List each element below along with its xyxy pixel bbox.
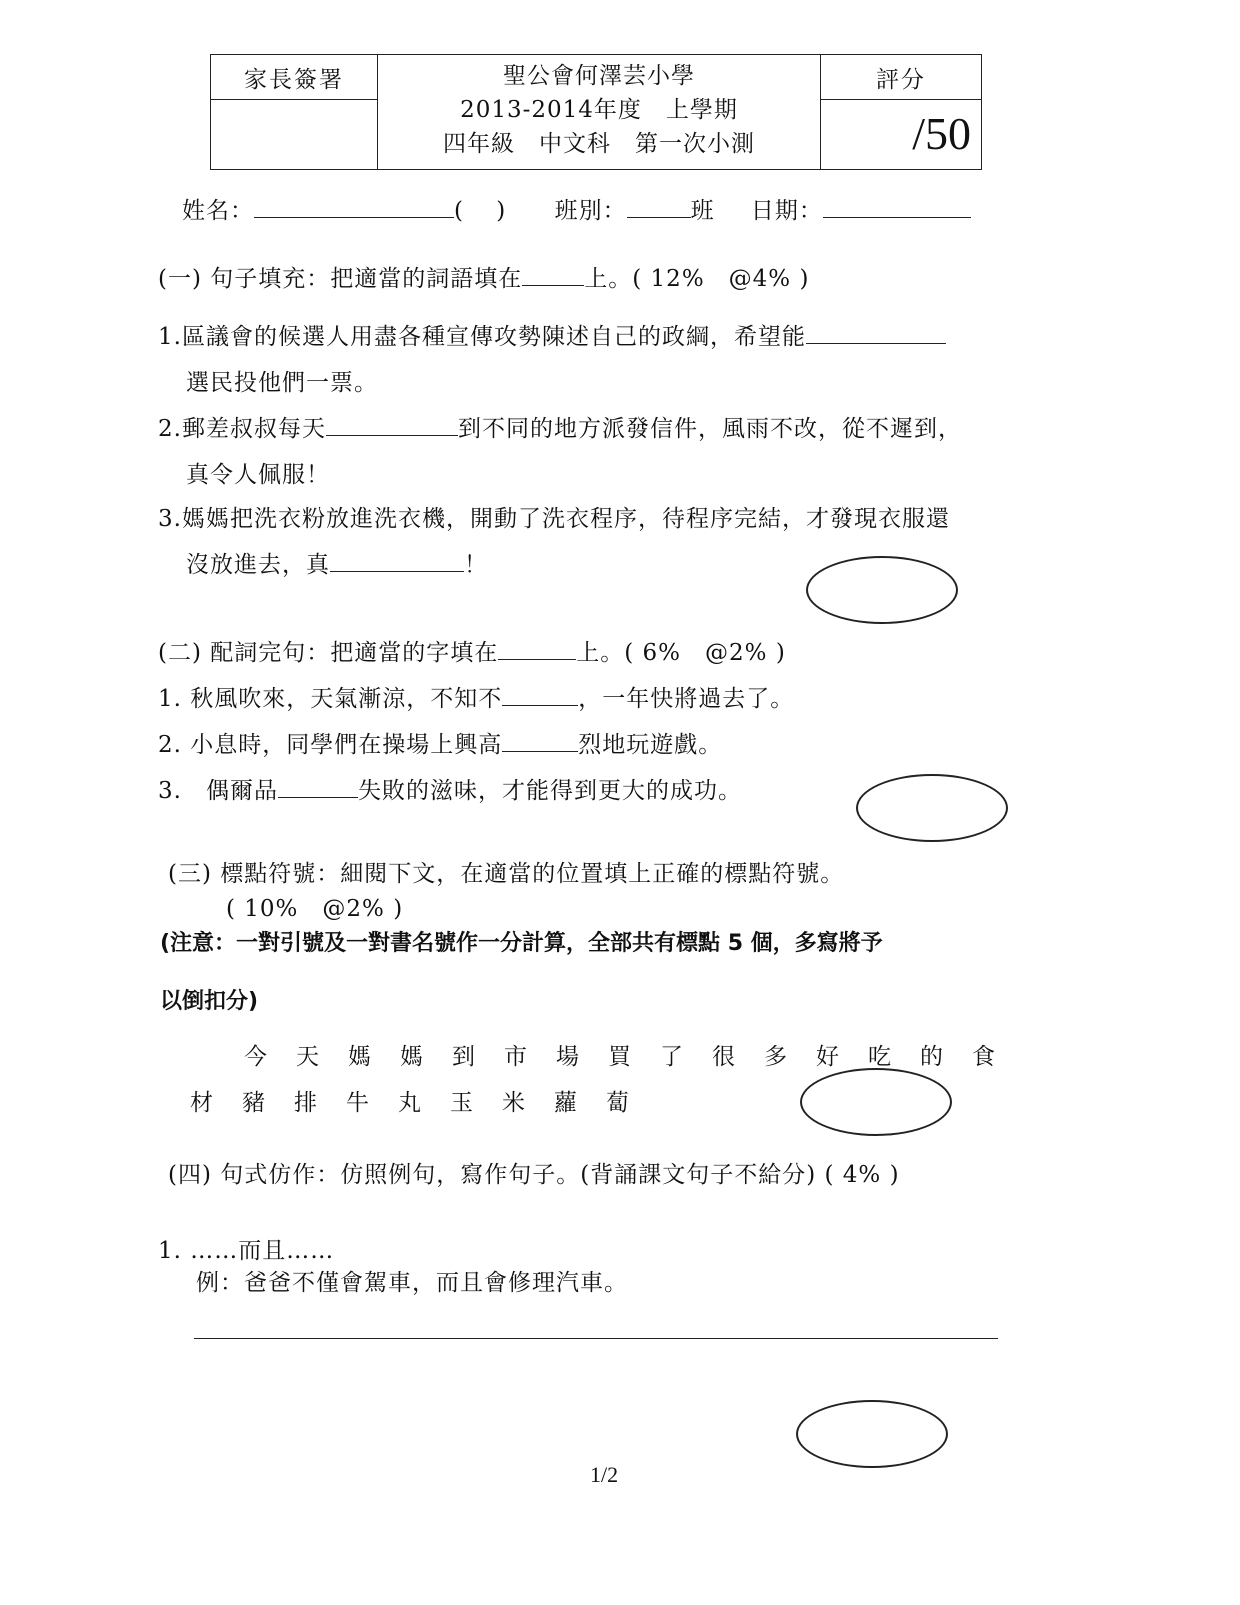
s2-q3 bbox=[158, 772, 742, 805]
s1-q3-blank[interactable] bbox=[330, 547, 464, 572]
date-field[interactable] bbox=[823, 193, 971, 218]
example-blank-2 bbox=[498, 635, 576, 660]
score-oval-4[interactable] bbox=[796, 1400, 948, 1468]
score-label: 評分 bbox=[876, 67, 926, 93]
grade-subject: 四年級 中文科 第一次小測 bbox=[443, 131, 755, 157]
s4-answer-line[interactable] bbox=[194, 1338, 998, 1339]
section3-note-line1: (注意：一對引號及一對書名號作一分計算，全部共有標點 5 個，多寫將予 bbox=[160, 931, 883, 956]
parent-sign-cell bbox=[211, 55, 378, 169]
s2-q1-blank[interactable] bbox=[502, 681, 578, 706]
s1-q3-text-b: ！ bbox=[464, 552, 488, 578]
example-blank bbox=[522, 261, 584, 286]
s4-q1: 1. ……而且…… bbox=[158, 1238, 335, 1264]
section1-marks: 上。( 12% @4% ) bbox=[584, 266, 810, 292]
s1-q1-blank[interactable] bbox=[806, 319, 946, 344]
s2-q3-blank[interactable] bbox=[278, 773, 358, 798]
s1-q3-text-a: 沒放進去，真 bbox=[186, 552, 330, 578]
class-label: 班別： bbox=[554, 198, 627, 224]
s2-q1-text-a: 1. 秋風吹來，天氣漸涼，不知不 bbox=[158, 686, 503, 712]
page-number: 1/2 bbox=[590, 1462, 619, 1487]
section2-title-text: (二) 配詞完句：把適當的字填在 bbox=[158, 640, 499, 666]
s2-q2-text-b: 烈地玩遊戲。 bbox=[578, 732, 723, 758]
section4-title: (四) 句式仿作：仿照例句，寫作句子。(背誦課文句子不給分) ( 4% ) bbox=[168, 1162, 900, 1188]
date-label: 日期： bbox=[750, 198, 823, 224]
s1-q1-line2: 選民投他們一票。 bbox=[186, 370, 378, 396]
s1-q2-text-b: 到不同的地方派發信件，風雨不改，從不遲到， bbox=[457, 416, 962, 442]
name-field[interactable] bbox=[254, 193, 454, 218]
section3-title: (三) 標點符號：細閱下文，在適當的位置填上正確的標點符號。 bbox=[168, 861, 845, 887]
section2-marks: 上。( 6% @2% ) bbox=[576, 640, 786, 666]
header-table bbox=[210, 54, 982, 170]
s2-q2-text-a: 2. 小息時，同學們在操場上興高 bbox=[158, 732, 503, 758]
s1-q2-text-a: 2.郵差叔叔每天 bbox=[158, 416, 326, 442]
s4-example: 例：爸爸不僅會駕車，而且會修理汽車。 bbox=[196, 1270, 628, 1296]
section2-title bbox=[158, 634, 786, 667]
name-label: 姓名： bbox=[182, 198, 254, 224]
s2-q2 bbox=[158, 726, 722, 759]
class-number-paren: ( ) bbox=[454, 198, 507, 224]
s1-q3-line2 bbox=[186, 546, 488, 579]
s1-q1-line1 bbox=[158, 318, 946, 351]
school-name: 聖公會何澤芸小學 bbox=[503, 63, 695, 89]
passage-line1: 今天媽媽到市場買了很多好吃的食 bbox=[244, 1044, 1024, 1070]
s1-q2-blank[interactable] bbox=[326, 411, 458, 436]
parent-sign-label: 家長簽署 bbox=[244, 67, 344, 93]
passage-line2: 材豬排牛丸玉米蘿蔔 bbox=[190, 1090, 658, 1116]
section1-title-text: (一) 句子填充：把適當的詞語填在 bbox=[158, 266, 523, 292]
score-oval-3[interactable] bbox=[800, 1068, 952, 1136]
score-cell bbox=[820, 55, 981, 169]
score-oval-2[interactable] bbox=[856, 774, 1008, 842]
section1-title bbox=[158, 260, 809, 293]
s2-q2-blank[interactable] bbox=[502, 727, 578, 752]
s1-q1-text: 1.區議會的候選人用盡各種宣傳攻勢陳述自己的政綱，希望能 bbox=[158, 324, 806, 350]
score-total: /50 bbox=[912, 108, 971, 159]
s2-q3-text-a: 3. 偶爾品 bbox=[158, 778, 278, 804]
class-suffix: 班 bbox=[690, 198, 715, 224]
s1-q3-line1: 3.媽媽把洗衣粉放進洗衣機，開動了洗衣程序，待程序完結，才發現衣服還 bbox=[158, 506, 950, 532]
score-oval-1[interactable] bbox=[806, 556, 958, 624]
s2-q1 bbox=[158, 680, 794, 713]
section3-marks: ( 10% @2% ) bbox=[226, 896, 404, 922]
s1-q2-line2: 真令人佩服！ bbox=[186, 462, 330, 488]
s2-q1-text-b: ，一年快將過去了。 bbox=[578, 686, 795, 712]
s1-q2-line1 bbox=[158, 410, 962, 443]
section3-note-line2: 以倒扣分) bbox=[160, 989, 259, 1014]
class-field[interactable] bbox=[627, 193, 691, 218]
year-term: 2013-2014年度 上學期 bbox=[460, 97, 738, 123]
s2-q3-text-b: 失敗的滋味，才能得到更大的成功。 bbox=[357, 778, 742, 804]
student-info bbox=[182, 192, 971, 225]
school-info bbox=[377, 59, 821, 161]
